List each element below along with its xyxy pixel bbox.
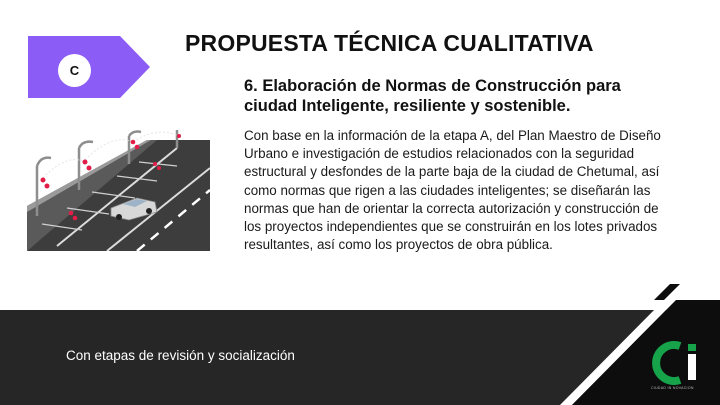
ci-logo (650, 340, 702, 390)
body-paragraph: Con base en la información de la etapa A, del Plan Maestro de Diseño Urbano e investigación de estudios relacionados con la seguridad estructural y desfondes de la parte baja de la ciudad de Chetumal, así como normas que rigen a las ciudades inteligentes; se diseñarán las normas que han de orientar la correcta autorización y construcción de los proyectos independientes que se construirán en los lotes privados resultantes, así como los proyectos de obra pública. (244, 128, 661, 253)
subtitle-line-2: ciudad Inteligente, resiliente y sostenible. (244, 97, 571, 115)
page-title: PROPUESTA TÉCNICA CUALITATIVA (185, 30, 594, 56)
section-subtitle (244, 76, 684, 116)
smart-street-illustration (27, 128, 210, 251)
subtitle-line-1: 6. Elaboración de Normas de Construcción para (244, 77, 621, 95)
logo-caption: CIUDAD IN NOVACION (651, 386, 694, 390)
section-letter: C (58, 54, 91, 87)
footer-text: Con etapas de revisión y socialización (66, 348, 295, 363)
